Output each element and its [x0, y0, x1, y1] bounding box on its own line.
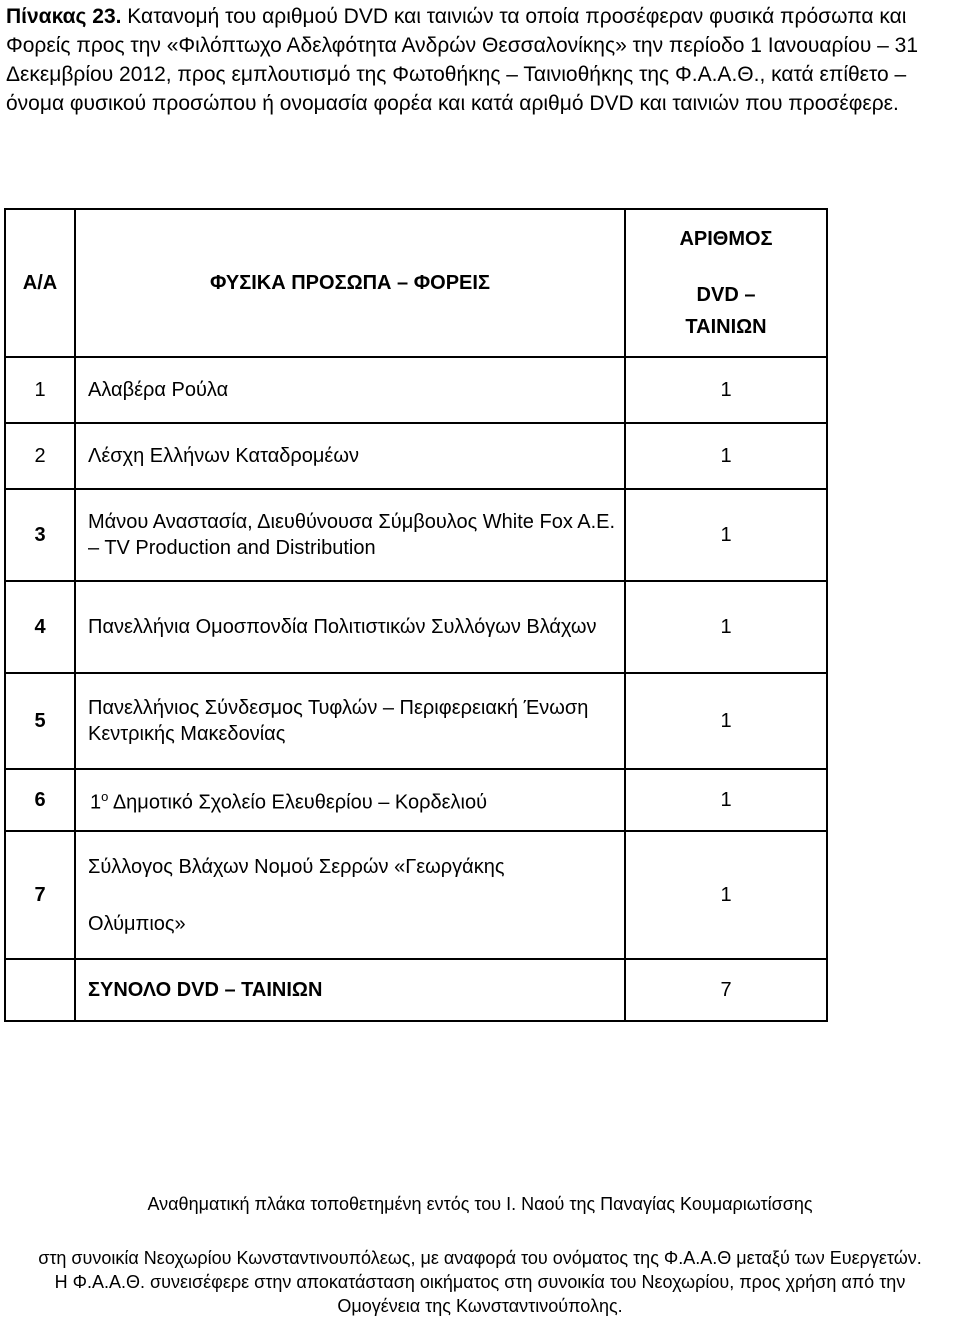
row-name: Μάνου Αναστασία, Διευθύνουσα Σύμβουλος White Fox A.E. – TV Production and Distribution [75, 489, 625, 581]
caption-text: Κατανομή του αριθμού DVD και ταινιών τα οποία προσέφεραν φυσικά πρόσωπα και Φορείς προς την «Φιλόπτωχο Αδελφότητα Ανδρών Θεσσαλονίκης» την περίοδο 1 Ιανουαρίου – 31 Δεκεμβρίου 2012, προς εμπλουτισμό της Φωτοθήκης – Ταινιοθήκης της Φ.Α.Α.Θ., κατά επίθετο – όνομα φυσικού προσώπου ή ονομασία φορέα και κατά αριθμό DVD και ταινιών που προσέφερε. [6, 5, 919, 115]
table-row [5, 831, 827, 959]
row-name [75, 831, 625, 959]
row-name [75, 769, 625, 831]
table-caption [6, 2, 956, 118]
row-name-line2: Ολύμπιος» [88, 912, 186, 935]
total-index-cell [5, 959, 75, 1021]
row-name: Πανελλήνια Ομοσπονδία Πολιτιστικών Συλλόγων Βλάχων [75, 581, 625, 673]
row-name-prefix: 1 [90, 791, 102, 814]
row-count: 1 [625, 489, 827, 581]
header-count [625, 209, 827, 357]
header-count-line3: ΤΑΙΝΙΩΝ [685, 316, 767, 338]
caption-label: Πίνακας 23. [6, 5, 122, 28]
row-name-rest: Δημοτικό Σχολείο Ελευθερίου – Κορδελιού [108, 791, 488, 814]
row-index: 2 [5, 423, 75, 489]
footer-paragraph: στη συνοικία Νεοχωρίου Κωνσταντινουπόλεως, με αναφορά του ονόματος της Φ.Α.Α.Θ μεταξύ των Ευεργετών. Η Φ.Α.Α.Θ. συνεισέφερε στην αποκατάσταση οικήματος στη συνοικία του Νεοχωρίου, προς χρήση από την Ομογένεια της Κωνσταντινούπολης. [38, 1248, 922, 1316]
header-count-line2: DVD – [696, 284, 756, 306]
row-index: 3 [5, 489, 75, 581]
header-count-line1: ΑΡΙΘΜΟΣ [679, 228, 773, 250]
table-row [5, 489, 827, 581]
row-count: 1 [625, 673, 827, 769]
row-name: Λέσχη Ελλήνων Καταδρομέων [75, 423, 625, 489]
table-row [5, 581, 827, 673]
donations-table [4, 208, 828, 1022]
table-row [5, 673, 827, 769]
row-index: 4 [5, 581, 75, 673]
row-count: 1 [625, 769, 827, 831]
row-index: 7 [5, 831, 75, 959]
row-count: 1 [625, 581, 827, 673]
row-name: Πανελλήνιος Σύνδεσμος Τυφλών – Περιφερειακή Ένωση Κεντρικής Μακεδονίας [75, 673, 625, 769]
header-index: Α/Α [5, 209, 75, 357]
row-count: 1 [625, 423, 827, 489]
row-index: 1 [5, 357, 75, 423]
table-header-row [5, 209, 827, 357]
header-name: ΦΥΣΙΚΑ ΠΡΟΣΩΠΑ – ΦΟΡΕΙΣ [75, 209, 625, 357]
total-value: 7 [625, 959, 827, 1021]
total-label: ΣΥΝΟΛΟ DVD – ΤΑΙΝΙΩΝ [75, 959, 625, 1021]
footer-line: Αναθηματική πλάκα τοποθετημένη εντός του Ι. Ναού της Παναγίας Κουμαριωτίσσης [147, 1194, 813, 1214]
table-row [5, 357, 827, 423]
row-count: 1 [625, 831, 827, 959]
row-name-line1: Σύλλογος Βλάχων Νομού Σερρών «Γεωργάκης [88, 855, 505, 878]
row-name: Αλαβέρα Ρούλα [75, 357, 625, 423]
table-row [5, 769, 827, 831]
row-index: 5 [5, 673, 75, 769]
table-row [5, 423, 827, 489]
row-name-superscript: ο [101, 789, 109, 805]
row-count: 1 [625, 357, 827, 423]
row-index: 6 [5, 769, 75, 831]
table-total-row [5, 959, 827, 1021]
